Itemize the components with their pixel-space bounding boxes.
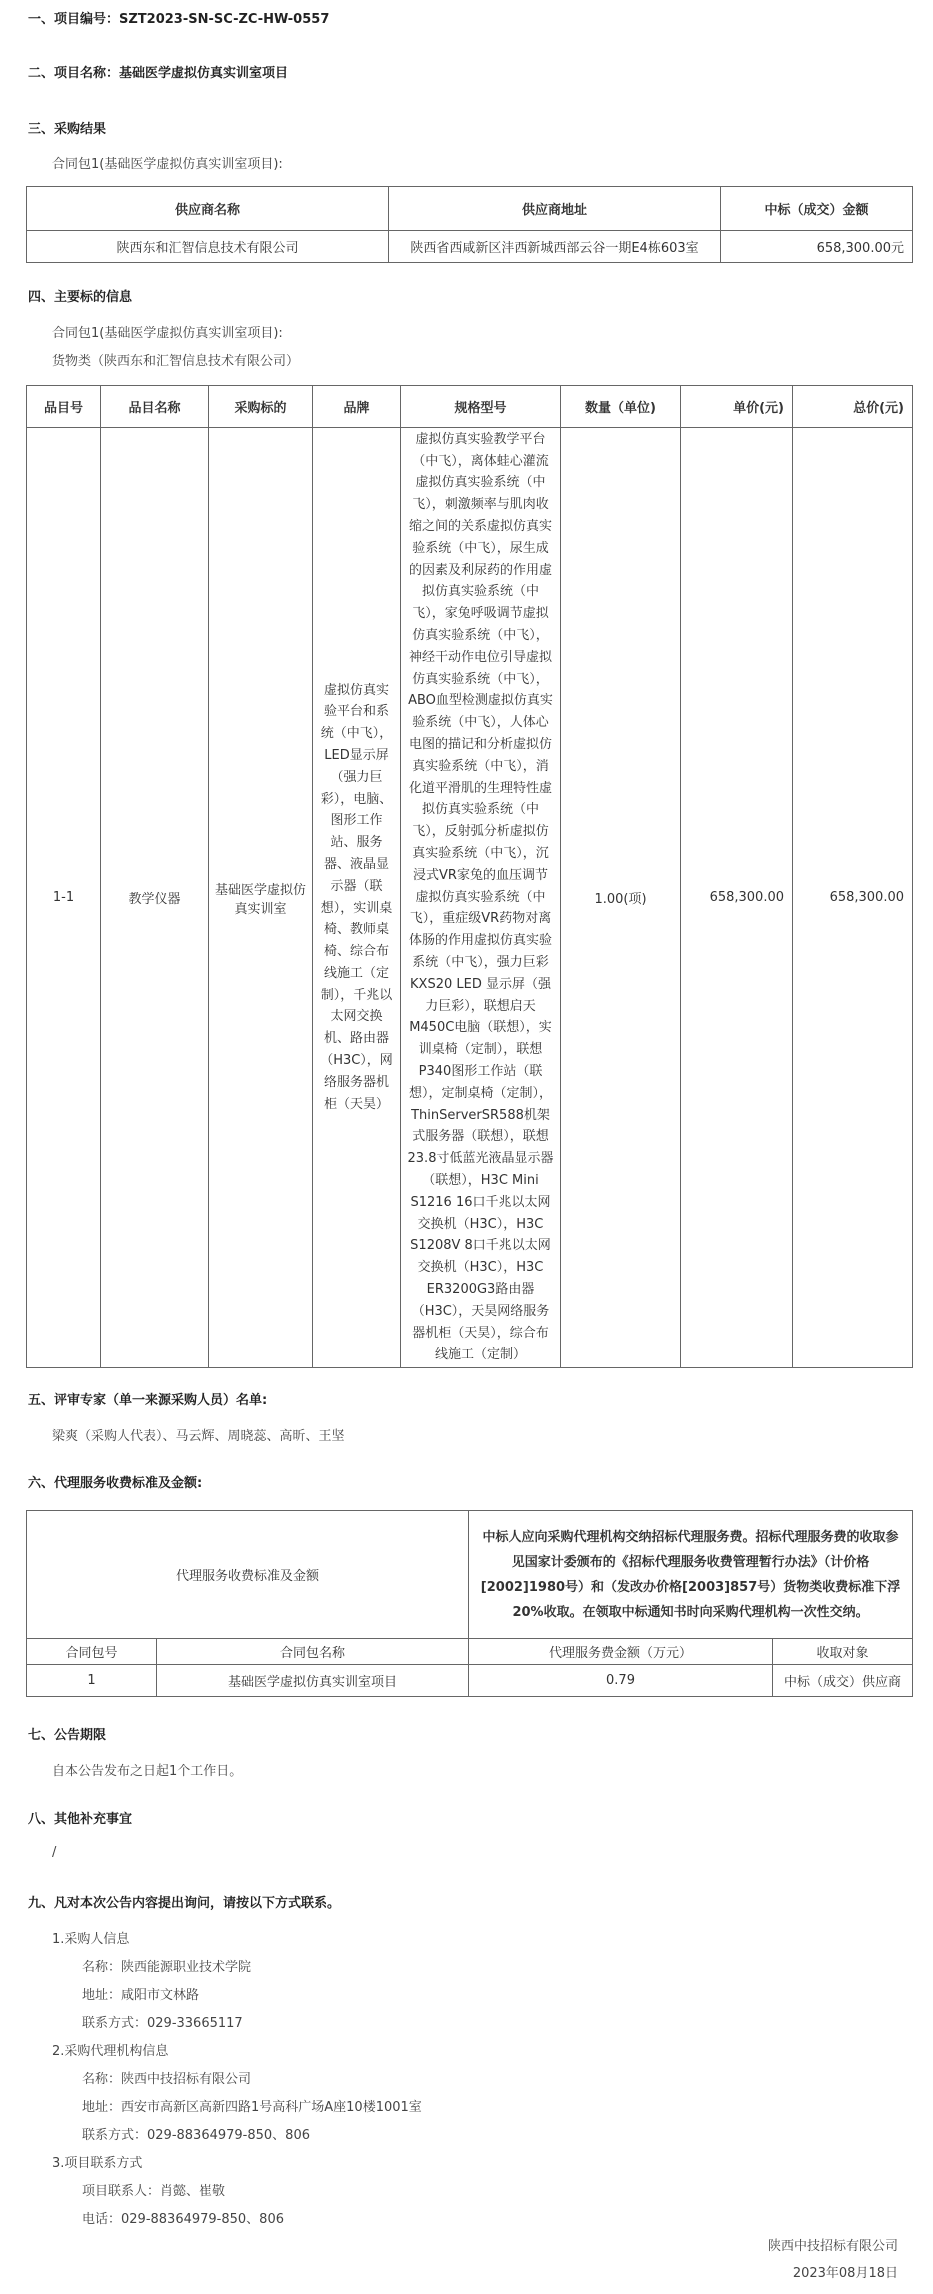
supplier-table [26, 186, 913, 263]
project-number: 一、项目编号：SZT2023-SN-SC-ZC-HW-0557 [28, 12, 330, 27]
project-contact-phone: 电话：029-88364979-850、806 [82, 2212, 284, 2227]
other-matters: / [52, 1845, 57, 1860]
fee-table [26, 1510, 913, 1697]
package-label: 合同包1(基础医学虚拟仿真实训室项目): [52, 157, 283, 172]
table-header: 合同包号 [27, 1639, 157, 1665]
table-row: 陕西东和汇智信息技术有限公司 陕西省西咸新区沣西新城西部云谷一期E4栋603室 658,300.00元 [27, 231, 913, 263]
table-header: 规格型号 [401, 386, 561, 428]
table-header: 总价(元) [793, 386, 913, 428]
section-3-title: 三、采购结果 [28, 122, 107, 137]
agency-name: 名称：陕西中技招标有限公司 [82, 2072, 252, 2087]
contact-2-heading: 2.采购代理机构信息 [52, 2044, 169, 2059]
section-9-title: 九、凡对本次公告内容提出询问，请按以下方式联系。 [28, 1896, 341, 1911]
agency-address: 地址：西安市高新区高新四路1号高科广场A座10楼1001室 [82, 2100, 422, 2115]
table-row: 1 基础医学虚拟仿真实训室项目 0.79 中标（成交）供应商 [27, 1665, 913, 1697]
table-header: 收取对象 [773, 1639, 913, 1665]
project-contact-person: 项目联系人：肖懿、崔敬 [82, 2184, 226, 2199]
fee-standard-text: 中标人应向采购代理机构交纳招标代理服务费。招标代理服务费的收取参见国家计委颁布的《招标代理服务收费管理暂行办法》（计价格[2002]1980号）和（发改办价格[2003]857号）货物类收费标准下浮20%收取。在领取中标通知书时向采购代理机构一次性交纳。 [469, 1511, 913, 1639]
table-header: 中标（成交）金额 [721, 187, 913, 231]
table-header: 数量（单位) [561, 386, 681, 428]
table-header: 代理服务费金额（万元） [469, 1639, 773, 1665]
section-6-title: 六、代理服务收费标准及金额: [28, 1476, 203, 1491]
project-name: 二、项目名称：基础医学虚拟仿真实训室项目 [28, 66, 289, 81]
category-label: 货物类（陕西东和汇智信息技术有限公司） [52, 354, 300, 369]
table-header: 品目号 [27, 386, 101, 428]
table-row: 1-1 教学仪器 基础医学虚拟仿真实训室 虚拟仿真实验平台和系统（中飞），LED显示屏（强力巨彩），电脑、图形工作站、服务器、液晶显示器（联想），实训桌椅、教师桌椅、综合布线施工（定制），千兆以太网交换机、路由器（H3C），网络服务器机柜（天昊） 虚拟仿真实验教学平台（中飞），离体蛙心灌流虚拟仿真实验系统（中飞），刺激频率与肌肉收缩之间的关系虚拟仿真实验系统（中飞），尿生成的因素及利尿药的作用虚拟仿真实验系统（中飞），家兔呼吸调节虚拟仿真实验系统（中飞），神经干动作电位引导虚拟仿真实验系统（中飞），ABO血型检测虚拟仿真实验系统（中飞），人体心电图的描记和分析虚拟仿真实验系统（中飞），消化道平滑肌的生理特性虚拟仿真实验系统（中飞），反射弧分析虚拟仿真实验系统（中飞），沉浸式VR家兔的血压调节虚拟仿真实验系统（中飞），重症级VR药物对离体肠的作用虚拟仿真实验系统（中飞），强力巨彩KXS20 LED 显示屏（强力巨彩），联想启天M450C电脑（联想），实训桌椅（定制），联想P340图形工作站（联想），定制桌椅（定制），ThinServerSR588机架式服务器（联想），联想23.8寸低蓝光液晶显示器（联想），H3C Mini S1216 16口千兆以太网交换机（H3C），H3C S1208V 8口千兆以太网交换机（H3C），H3C ER3200G3路由器（H3C），天昊网络服务器机柜（天昊），综合布线施工（定制） 1.00(项) 658,300.00 658,300.00 [27, 428, 913, 1368]
items-table [26, 385, 913, 1368]
agency-phone: 联系方式：029-88364979-850、806 [82, 2128, 310, 2143]
contact-1-heading: 1.采购人信息 [52, 1932, 130, 1947]
footer-organization: 陕西中技招标有限公司 [767, 2239, 898, 2254]
section-7-title: 七、公告期限 [28, 1728, 107, 1743]
table-header: 采购标的 [209, 386, 313, 428]
expert-names: 梁爽（采购人代表）、马云辉、周晓蕊、高昕、王坚 [52, 1429, 345, 1444]
purchaser-name: 名称：陕西能源职业技术学院 [82, 1960, 252, 1975]
section-8-title: 八、其他补充事宜 [28, 1812, 133, 1827]
purchaser-phone: 联系方式：029-33665117 [82, 2016, 243, 2031]
table-header: 品牌 [313, 386, 401, 428]
table-header: 合同包名称 [157, 1639, 469, 1665]
table-header: 供应商名称 [27, 187, 389, 231]
notice-period: 自本公告发布之日起1个工作日。 [52, 1764, 243, 1779]
footer-date: 2023年08月18日 [792, 2266, 898, 2281]
contact-3-heading: 3.项目联系方式 [52, 2156, 143, 2171]
package-label: 合同包1(基础医学虚拟仿真实训室项目): [52, 326, 283, 341]
table-header: 供应商地址 [389, 187, 721, 231]
table-header: 单价(元) [681, 386, 793, 428]
section-4-title: 四、主要标的信息 [28, 290, 133, 305]
purchaser-address: 地址：咸阳市文林路 [82, 1988, 200, 2003]
fee-standard-label: 代理服务收费标准及金额 [27, 1511, 469, 1639]
section-5-title: 五、评审专家（单一来源采购人员）名单: [28, 1393, 268, 1408]
table-header: 品目名称 [101, 386, 209, 428]
